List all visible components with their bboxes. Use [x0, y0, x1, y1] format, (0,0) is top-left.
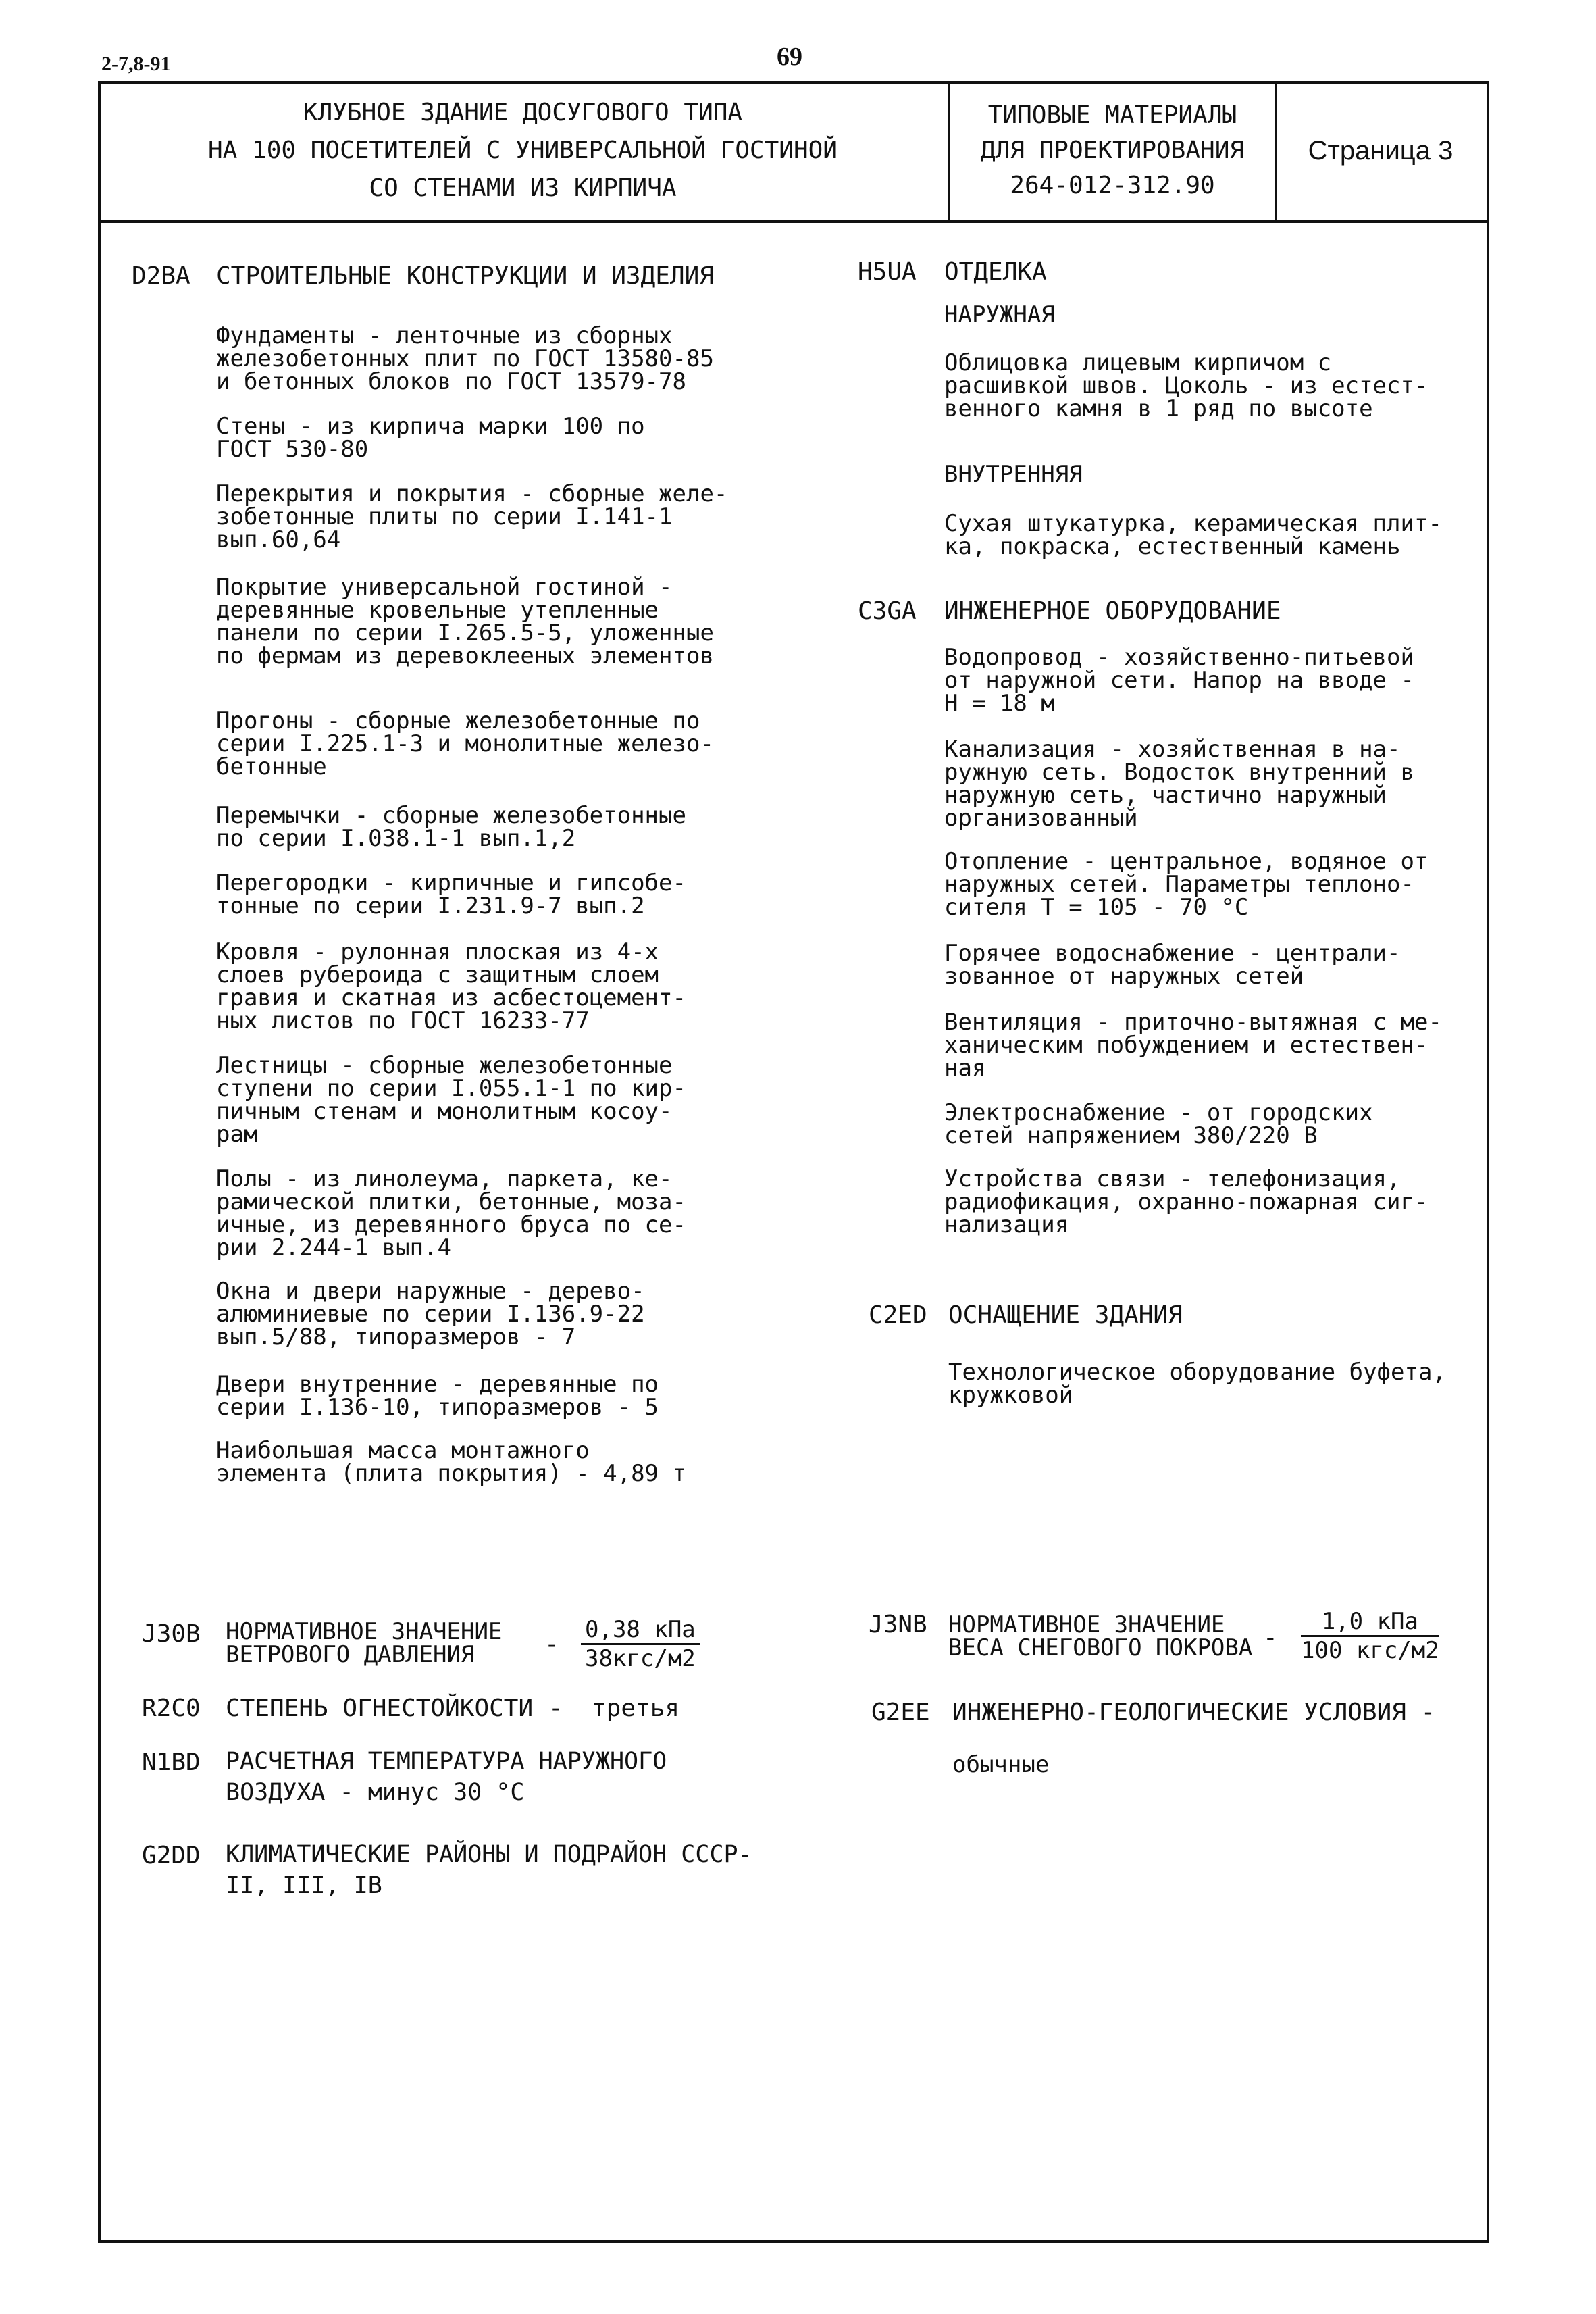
geo-conditions-label: ИНЖЕНЕРНО-ГЕОЛОГИЧЕСКИЕ УСЛОВИЯ -: [952, 1699, 1436, 1726]
wind-pressure-label: НОРМАТИВНОЕ ЗНАЧЕНИЕ ВЕТРОВОГО ДАВЛЕНИЯ: [226, 1618, 503, 1668]
spec-paragraph: Устройства связи - телефонизация, радиофикация, охранно-пожарная сиг- нализация: [944, 1165, 1428, 1238]
section-heading: ИНЖЕНЕРНОЕ ОБОРУДОВАНИЕ: [944, 597, 1281, 625]
section-code: G2DD: [142, 1842, 201, 1869]
subsection-label: ВНУТРЕННЯЯ: [944, 461, 1083, 488]
section-heading: ОТДЕЛКА: [944, 258, 1047, 286]
spec-paragraph: Стены - из кирпича марки 100 по ГОСТ 530-80: [216, 413, 645, 463]
section-code: D2BA: [132, 262, 190, 290]
spec-paragraph: Отопление - центральное, водяное от наружных сетей. Параметры теплоно- сителя Т = 105 - 70 °С: [944, 848, 1428, 921]
design-temperature: РАСЧЕТНАЯ ТЕМПЕРАТУРА НАРУЖНОГО ВОЗДУХА - минус 30 °С: [226, 1748, 667, 1806]
geo-conditions-value: обычные: [952, 1751, 1050, 1778]
spec-paragraph: Прогоны - сборные железобетонные по серии I.225.1-3 и монолитные железо- бетонные: [216, 707, 714, 780]
wind-pressure-value: [581, 1616, 700, 1672]
spec-paragraph: Кровля - рулонная плоская из 4-х слоев рубероида с защитным слоем гравия и скатная из асбестоцемент- ных листов по ГОСТ 16233-77: [216, 938, 686, 1034]
spec-paragraph: Водопровод - хозяйственно-питьевой от наружной сети. Напор на вводе - H = 18 м: [944, 644, 1414, 717]
section-heading: СТРОИТЕЛЬНЫЕ КОНСТРУКЦИИ И ИЗДЕЛИЯ: [216, 262, 714, 290]
header-title-line: НА 100 ПОСЕТИТЕЛЕЙ С УНИВЕРСАЛЬНОЙ ГОСТИНОЙ: [208, 136, 838, 164]
header-table: [98, 81, 1489, 223]
section-code: J3NB: [869, 1611, 927, 1638]
spec-paragraph: Полы - из линолеума, паркета, ке- рамической плитки, бетонные, моза- ичные, из деревянного бруса по се- рии 2.244-1 вып.4: [216, 1165, 686, 1261]
fire-resistance-value: третья: [592, 1694, 680, 1722]
section-heading: ОСНАЩЕНИЕ ЗДАНИЯ: [948, 1301, 1183, 1329]
dash: -: [544, 1631, 559, 1659]
header-series-line: ДЛЯ ПРОЕКТИРОВАНИЯ: [980, 136, 1245, 164]
spec-paragraph: Покрытие универсальной гостиной - деревянные кровельные утепленные панели по серии I.265.5-5, уложенные по фермам из деревоклееных элементов: [216, 574, 714, 670]
section-code: C2ED: [869, 1301, 927, 1329]
fraction-numerator: 0,38 кПа: [581, 1616, 700, 1645]
spec-paragraph: Электроснабжение - от городских сетей напряжением 380/220 В: [944, 1099, 1373, 1149]
subsection-label: НАРУЖНАЯ: [944, 301, 1055, 328]
spec-paragraph: Лестницы - сборные железобетонные ступени по серии I.055.1-1 по кир- пичным стенам и монолитным косоу- рам: [216, 1052, 686, 1148]
spec-paragraph: Вентиляция - приточно-вытяжная с ме- ханическим побуждением и естествен- ная: [944, 1009, 1442, 1082]
section-code: N1BD: [142, 1749, 201, 1776]
header-title: [98, 81, 950, 220]
fraction-numerator: 1,0 кПа: [1301, 1608, 1439, 1637]
spec-paragraph: Канализация - хозяйственная в на- ружную сеть. Водосток внутренний в наружную сеть, частично наружный организованный: [944, 736, 1414, 832]
header-series: [950, 81, 1277, 220]
document-reference: 2-7,8-91: [101, 53, 171, 75]
header-page-label: Страница 3: [1308, 135, 1453, 166]
climate-regions: КЛИМАТИЧЕСКИЕ РАЙОНЫ И ПОДРАЙОН СССР- II, III, IB: [226, 1841, 752, 1899]
spec-paragraph: Перекрытия и покрытия - сборные желе- зобетонные плиты по серии I.141-1 вып.60,64: [216, 480, 728, 553]
spec-paragraph: Сухая штукатурка, керамическая плит- ка, покраска, естественный камень: [944, 510, 1442, 560]
header-title-line: СО СТЕНАМИ ИЗ КИРПИЧА: [369, 174, 677, 202]
fire-resistance-label: СТЕПЕНЬ ОГНЕСТОЙКОСТИ: [226, 1694, 534, 1722]
spec-paragraph: Двери внутренние - деревянные по серии I.136-10, типоразмеров - 5: [216, 1371, 659, 1421]
snow-load-value: [1301, 1608, 1439, 1664]
spec-paragraph: Окна и двери наружные - дерево- алюминиевые по серии I.136.9-22 вып.5/88, типоразмеров - 7: [216, 1278, 645, 1351]
spec-paragraph: Перемычки - сборные железобетонные по серии I.038.1-1 вып.1,2: [216, 802, 686, 852]
section-code: J30B: [142, 1620, 201, 1648]
spec-paragraph: Наибольшая масса монтажного элемента (плита покрытия) - 4,89 т: [216, 1437, 686, 1487]
dash: -: [548, 1694, 563, 1722]
spec-paragraph: Горячее водоснабжение - централи- зованное от наружных сетей: [944, 940, 1401, 990]
dash: -: [1263, 1624, 1278, 1652]
fraction-denominator: 38кгс/м2: [585, 1645, 696, 1672]
header-series-line: ТИПОВЫЕ МАТЕРИАЛЫ: [987, 101, 1237, 129]
section-code: H5UA: [858, 258, 917, 286]
header-series-line: 264-012-312.90: [1010, 172, 1215, 199]
spec-paragraph: Фундаменты - ленточные из сборных железобетонных плит по ГОСТ 13580-85 и бетонных блоков по ГОСТ 13579-78: [216, 322, 714, 395]
fraction-denominator: 100 кгс/м2: [1301, 1637, 1439, 1664]
section-code: G2EE: [871, 1699, 930, 1726]
spec-paragraph: Технологическое оборудование буфета, кружковой: [948, 1359, 1446, 1409]
header-title-line: КЛУБНОЕ ЗДАНИЕ ДОСУГОВОГО ТИПА: [303, 99, 743, 126]
spec-paragraph: Облицовка лицевым кирпичом с расшивкой швов. Цоколь - из естест- венного камня в 1 ряд по высоте: [944, 349, 1428, 422]
section-code: R2C0: [142, 1694, 201, 1722]
spec-paragraph: Перегородки - кирпичные и гипсобе- тонные по серии I.231.9-7 вып.2: [216, 870, 686, 920]
snow-load-label: НОРМАТИВНОЕ ЗНАЧЕНИЕ ВЕСА СНЕГОВОГО ПОКРОВА: [948, 1611, 1253, 1661]
page-number: 69: [777, 43, 802, 71]
section-code: C3GA: [858, 597, 917, 625]
